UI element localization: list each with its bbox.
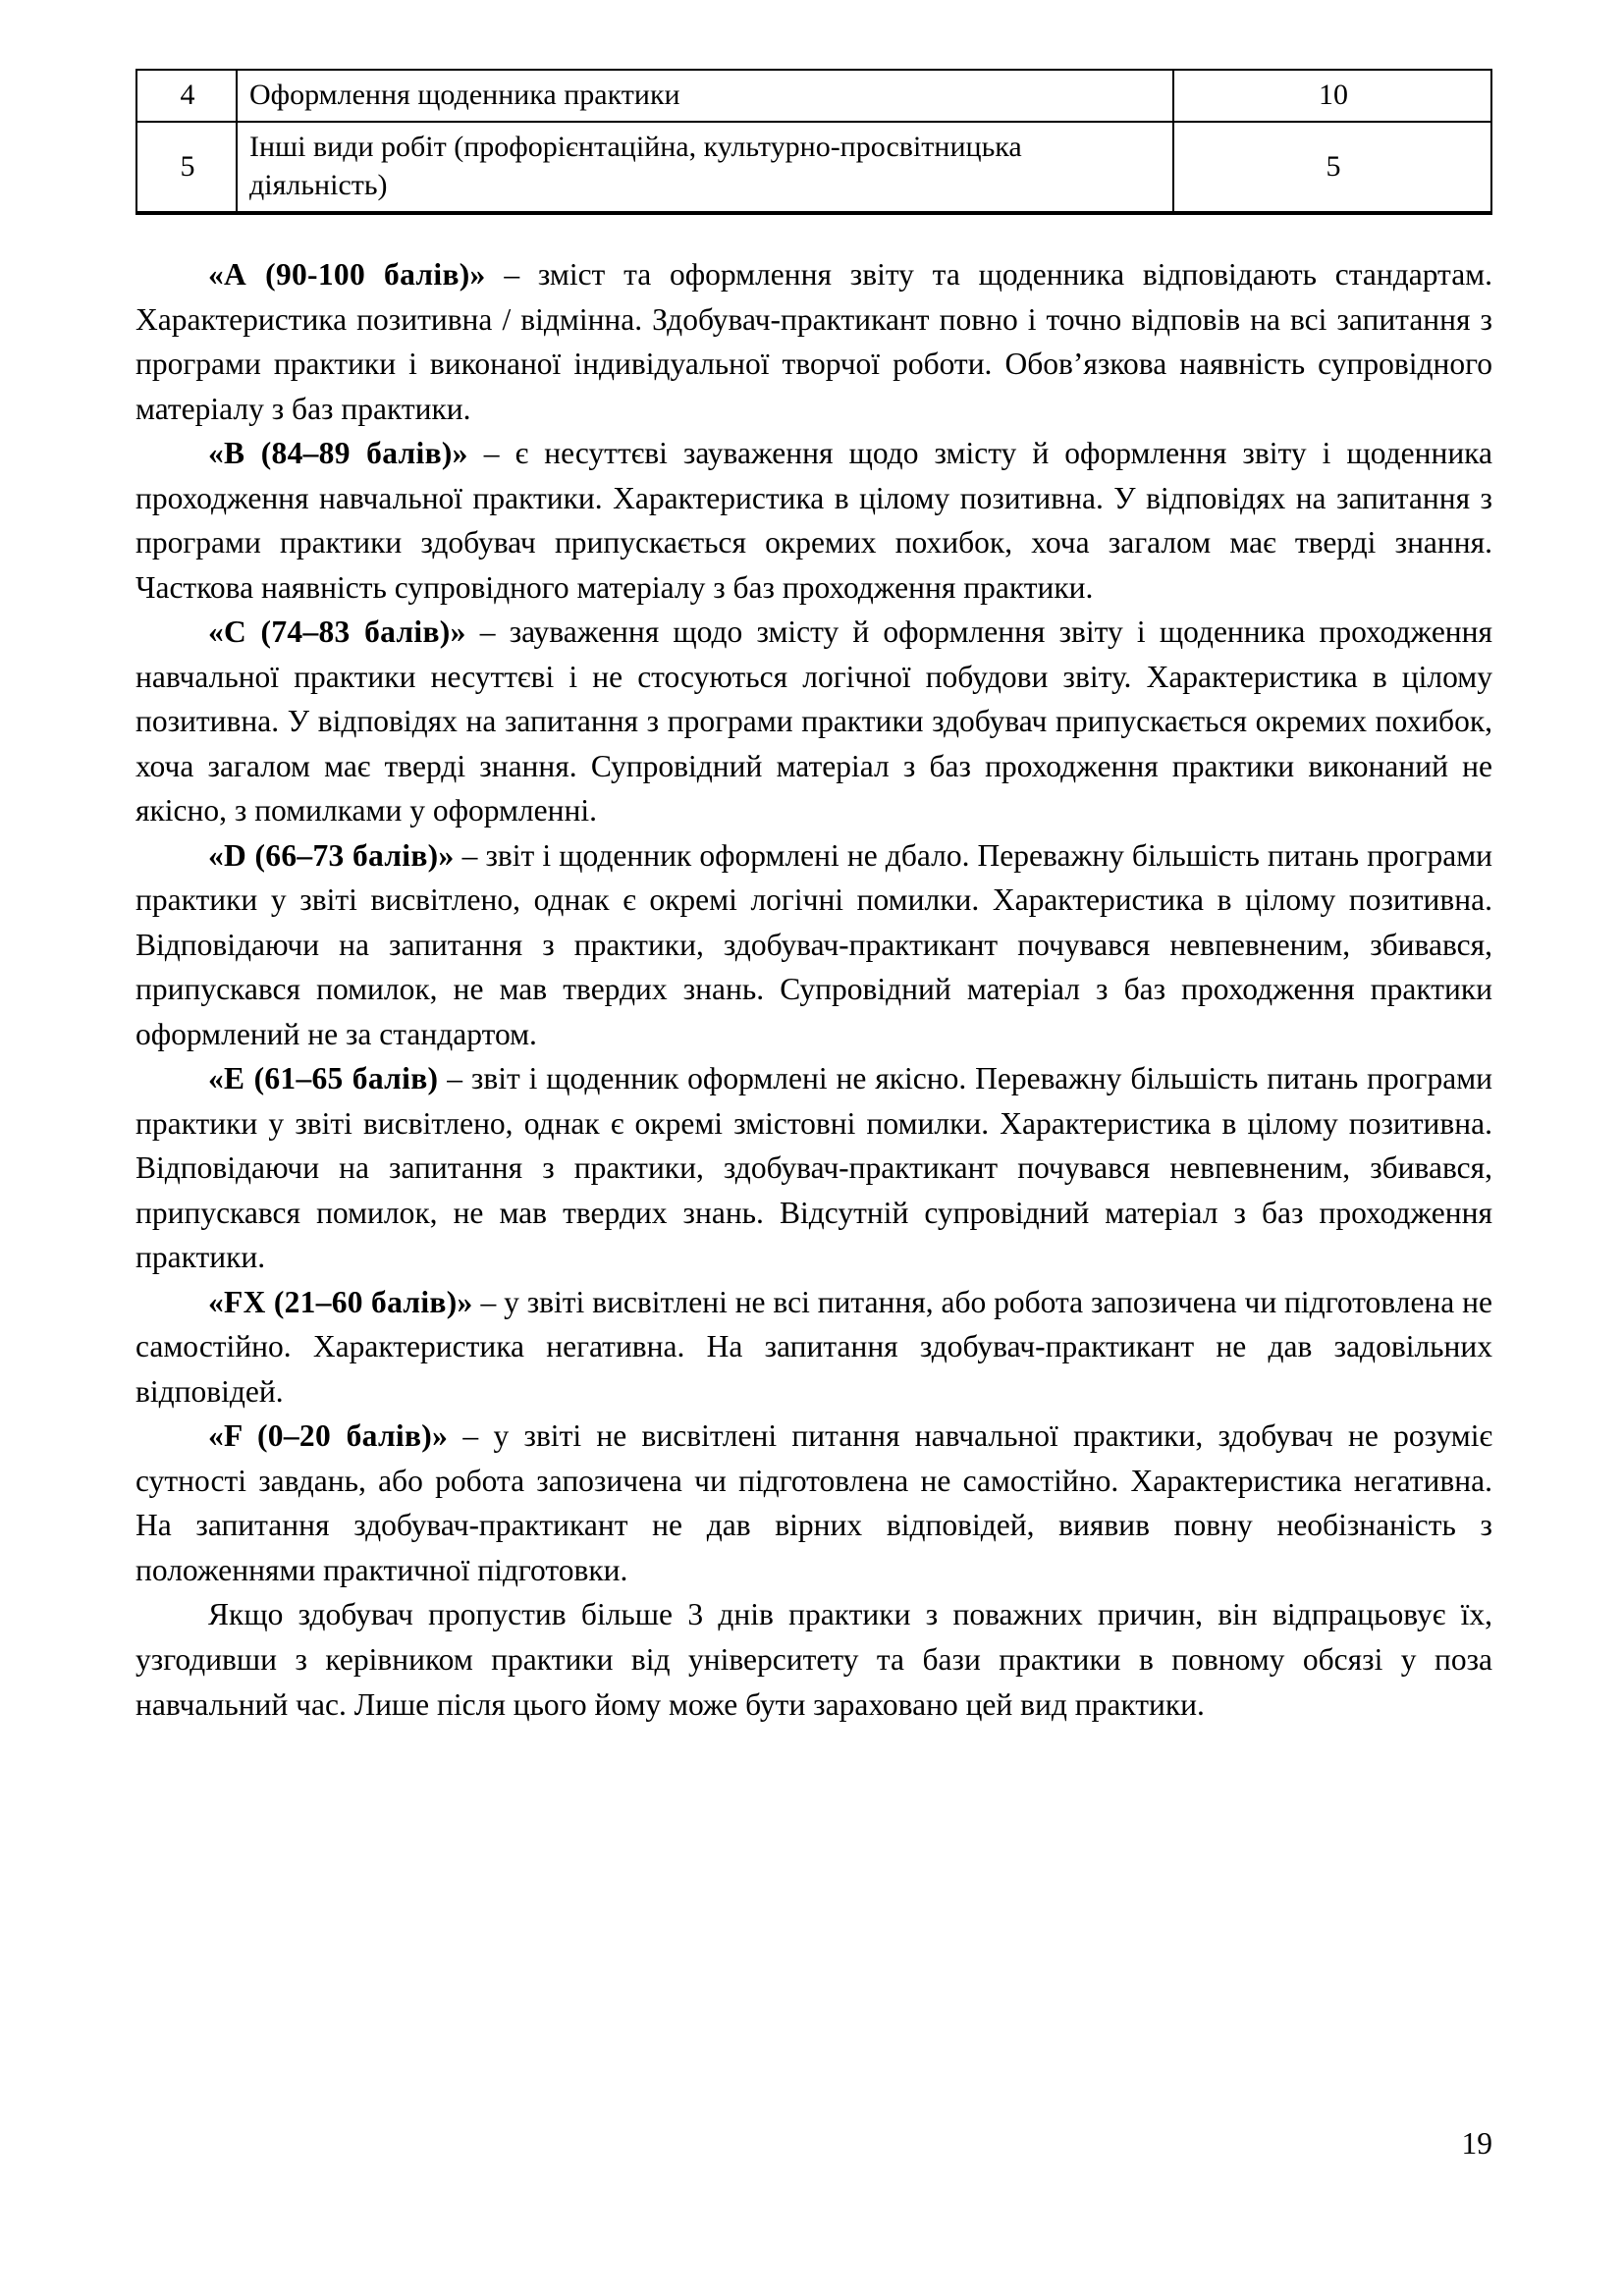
grade-label-e: «E (61–65 балів) [208, 1061, 439, 1096]
criteria-paragraph-f [135, 1414, 1492, 1592]
row-points-cell: 5 [1173, 122, 1491, 213]
grade-label-fx: «FX (21–60 балів)» [208, 1284, 473, 1319]
criteria-paragraph-a [135, 252, 1492, 431]
grade-label-f: «F (0–20 балів)» [208, 1418, 449, 1454]
grade-description-fx: – у звіті висвітлені не всі питання, або робота запозичена чи підготовлена не самостійно. Характеристика негативна. На запитання здобувач-практикант не дав задовільних відповідей. [135, 1284, 1492, 1409]
grade-description-a: – зміст та оформлення звіту та щоденника відповідають стандартам. Характеристика позитивна / відмінна. Здобувач-практикант повно і точно відповів на всі запитання з програми практики і виконаної індивідуальної творчої роботи. Обов’язкова наявність супровідного матеріалу з баз практики. [135, 257, 1492, 426]
grade-label-a: «А (90-100 балів)» [208, 257, 486, 292]
table-body [136, 70, 1491, 213]
grade-description-e: – звіт і щоденник оформлені не якісно. Переважну більшість питань програми практики у звіті висвітлено, однак є окремі змістовні помилки. Характеристика в цілому позитивна. Відповідаючи на запитання з практики, здобувач-практикант почувався невпевненим, збивався, припускався помилок, не мав твердих знань. Відсутній супровідний матеріал з баз проходження практики. [135, 1061, 1492, 1275]
row-number-cell: 5 [136, 122, 237, 213]
page-content [135, 69, 1492, 1727]
grade-description-d: – звіт і щоденник оформлені не дбало. Переважну більшість питань програми практики у звіті висвітлено, однак є окремі логічні помилки. Характеристика в цілому позитивна. Відповідаючи на запитання з практики, здобувач-практикант почувався невпевненим, збивався, припускався помилок, не мав твердих знань. Супровідний матеріал з баз проходження практики оформлений не за стандартом. [135, 837, 1492, 1051]
grade-label-c: «C (74–83 балів)» [208, 614, 466, 650]
row-description-cell: Інші види робіт (профорієнтаційна, культурно-просвітницька діяльність) [237, 122, 1173, 213]
criteria-paragraph-d [135, 833, 1492, 1057]
row-number-cell: 4 [136, 70, 237, 122]
page-number: 19 [1461, 2126, 1492, 2161]
criteria-paragraph-e [135, 1056, 1492, 1280]
grade-description-c: – зауваження щодо змісту й оформлення звіту і щоденника проходження навчальної практики несуттєві і не стосуються логічної побудови звіту. Характеристика в цілому позитивна. У відповідях на запитання з програми практики здобувач припускається окремих похибок, хоча загалом має тверді знання. Супровідний матеріал з баз проходження практики виконаний не якісно, з помилками у оформленні. [135, 614, 1493, 828]
scoring-table [135, 69, 1492, 215]
table-row [136, 70, 1491, 122]
criteria-paragraph-fx [135, 1280, 1492, 1415]
absence-policy-text: Якщо здобувач пропустив більше 3 днів практики з поважних причин, він відпрацьовує їх, узгодивши з керівником практики від університету та бази практики в повному обсязі у поза навчальний час. Лише після цього йому може бути зараховано цей вид практики. [135, 1597, 1492, 1722]
criteria-paragraph-c [135, 610, 1492, 833]
row-points-cell: 10 [1173, 70, 1491, 122]
grade-label-d: «D (66–73 балів)» [208, 837, 455, 873]
row-description-cell: Оформлення щоденника практики [237, 70, 1173, 122]
absence-policy-paragraph [135, 1592, 1492, 1727]
table-row [136, 122, 1491, 213]
grade-description-b: – є несуттєві зауваження щодо змісту й оформлення звіту і щоденника проходження навчальної практики. Характеристика в цілому позитивна. У відповідях на запитання з програми практики здобувач припускається окремих похибок, хоча загалом має тверді знання. Часткова наявність супровідного матеріалу з баз проходження практики. [135, 436, 1492, 605]
grade-label-b: «B (84–89 балів)» [208, 436, 468, 471]
criteria-paragraph-b [135, 431, 1492, 610]
grade-description-f: – у звіті не висвітлені питання навчальної практики, здобувач не розуміє сутності завдань, або робота запозичена чи підготовлена не самостійно. Характеристика негативна. На запитання здобувач-практикант не дав вірних відповідей, виявив повну необізнаність з положеннями практичної підготовки. [135, 1418, 1492, 1587]
grading-criteria-text [135, 252, 1492, 1727]
